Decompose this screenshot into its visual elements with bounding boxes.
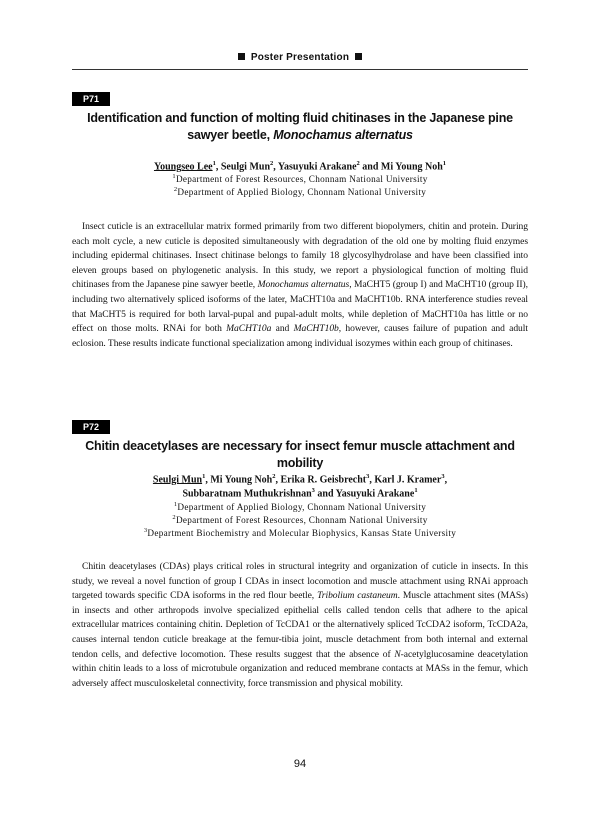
- square-bullet-icon: [355, 53, 362, 60]
- presenting-author: Seulgi Mun: [152, 474, 203, 486]
- author-list: Seulgi Mun$^1$, Mi Young Noh$^2$, Erika R. Geisbrecht$^3$, Karl J. Kramer$^3$,: [152, 473, 448, 486]
- author-name: Yasuyuki Arakane: [277, 161, 357, 173]
- affiliation-line: $^2$Department of Forest Resources, Chonnam National University: [172, 514, 428, 526]
- square-bullet-icon: [238, 53, 245, 60]
- header-divider: [72, 69, 528, 70]
- affiliation-line: $^1$Department of Forest Resources, Chonnam National University: [172, 173, 428, 185]
- author-list: Youngseo Lee$^1$, Seulgi Mun$^2$, Yasuyuki Arakane$^2$ and Mi Young Noh$^1$: [153, 160, 447, 173]
- poster-id-badge: P72: [72, 420, 110, 434]
- section-header: [0, 52, 600, 63]
- poster-title: Chitin deacetylases are necessary for insect femur muscle attachment and mobility: [85, 439, 515, 470]
- page-number: 94: [293, 758, 307, 770]
- author-name: Karl J. Kramer: [374, 474, 442, 486]
- affiliation-line: $^2$Department of Applied Biology, Chonnam National University: [173, 186, 427, 198]
- abstract-text: Insect cuticle is an extracellular matrix formed primarily from two different biopolymers, chitin and protein. During each molt cycle, a new cuticle is deposited simultaneously with degradation of the old one by molting fluid enzymes including epidermal chitinases. Insect chitinase belongs to family 18 glycosylhydrolase and have been classified into eleven groups based on phylogenetic analysis. In this study, we report a physiological function of molting fluid chitinases from the Japanese pine sawyer beetle, Monochamus alternatus, MaCHT5 (group I) and MaCHT10 (group II), including two alternatively spliced isoforms of the later, MaCHT10a and MaCHT10b. RNA interference studies reveal that MaCHT5 is required for both larval-pupal and pupal-adult molts, while depletion of MaCHT10a has little or no effect on those molts. RNAi for both MaCHT10a and MaCHT10b, however, causes failure of pupation and adult eclosion. These results indicate functional specialization among individual isozymes within each group of chitinases.: [72, 221, 528, 349]
- author-name: Mi Young Noh: [210, 474, 273, 486]
- poster-title: Identification and function of molting fluid chitinases in the Japanese pine sawyer beetle, Monochamus alternatus: [87, 111, 513, 142]
- author-name: Seulgi Mun: [220, 161, 271, 173]
- author-name: Mi Young Noh: [380, 161, 443, 173]
- section-header-label: Poster Presentation: [250, 52, 350, 63]
- author-name: Erika R. Geisbrecht: [280, 474, 367, 486]
- author-name: Subbaratnam Muthukrishnan: [182, 488, 312, 500]
- poster-id-badge: P71: [72, 92, 110, 106]
- affiliation-line: $^3$Department Biochemistry and Molecular Biophysics, Kansas State University: [143, 527, 457, 539]
- author-name: Yasuyuki Arakane: [335, 488, 415, 500]
- presenting-author: Youngseo Lee: [153, 161, 213, 173]
- abstract-text: Chitin deacetylases (CDAs) plays critical roles in structural integrity and organization of cuticle in insects. In this study, we reveal a novel function of group I CDAs in insect locomotion and muscle attachment using RNAi approach targeted towards specific CDA isoforms in the red flour beetle, Tribolium castaneum. Muscle attachment sites (MASs) in insects and other arthropods involve specialized epithelial cells called tendon cells that adhere to the apical extracellular matrices containing chitin. Depletion of TcCDA1 or the alternatively spliced TcCDA2 isoform, TcCDA2a, causes internal tendon cuticle breakage at the femur-tibia joint, muscle detachment from both internal and external tendon cells, and defective locomotion. These results suggest that the absence of N-acetylglucosamine deacetylation within chitin leads to a loss of microtubule organization and reduced membrane contacts at MASs in the femur, which adversely affect musculoskeletal connectivity, force transmission and physical mobility.: [72, 561, 528, 689]
- affiliation-line: $^1$Department of Applied Biology, Chonnam National University: [173, 501, 427, 513]
- author-list: Subbaratnam Muthukrishnan$^3$ and Yasuyuki Arakane$^1$: [182, 487, 418, 500]
